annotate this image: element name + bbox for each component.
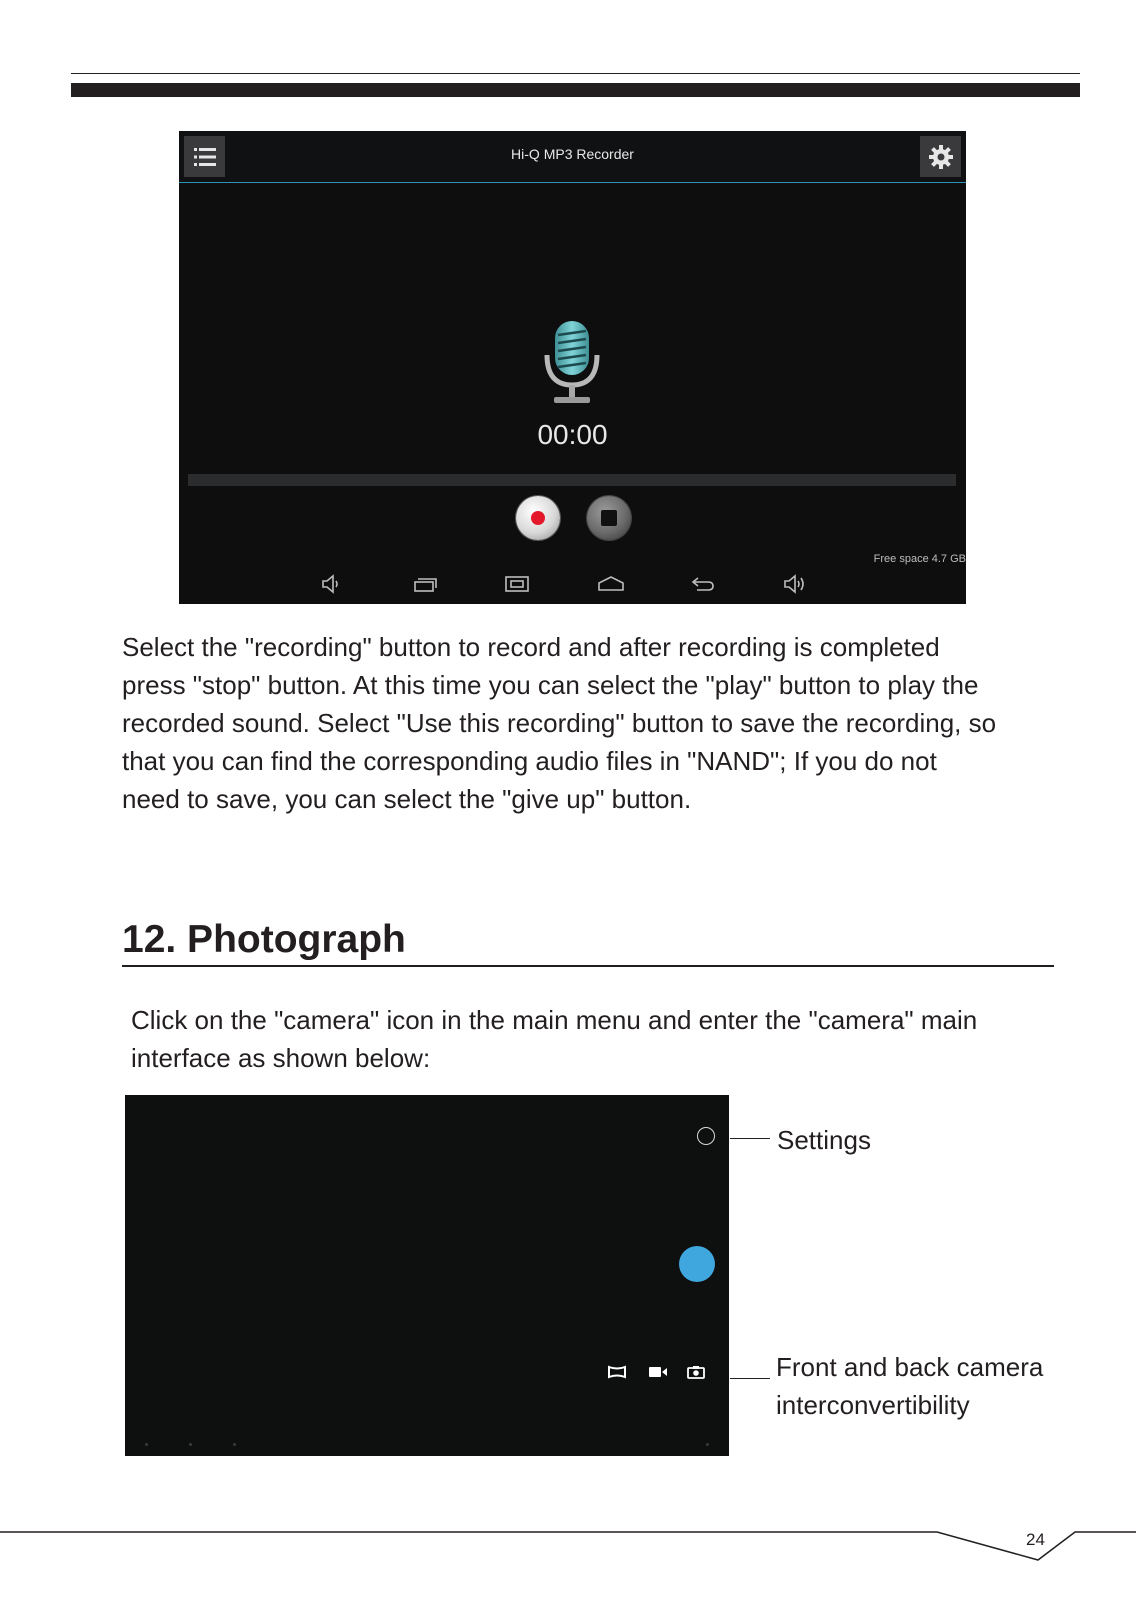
recorder-action-bar [179,131,966,183]
record-button[interactable] [516,496,560,540]
indicator-dot [706,1443,709,1446]
recorder-title: Hi-Q MP3 Recorder [511,146,634,162]
panorama-icon[interactable] [608,1365,626,1379]
system-nav-bar [179,565,966,604]
paragraph-line: need to save, you can select the "give up" button. [122,784,692,814]
shutter-button[interactable] [679,1246,715,1282]
indicator-dot [189,1443,192,1446]
gear-icon[interactable] [920,136,961,177]
camera-instructions [131,1001,1071,1077]
paragraph-line: press "stop" button. At this time you can select the "play" button to play the [122,670,979,700]
camera-switch-callout-line1: Front and back camera [776,1352,1044,1382]
recorder-screenshot [179,131,966,604]
back-icon[interactable] [690,574,716,594]
camera-screenshot [125,1095,729,1456]
camera-switch-callout-line2: interconvertibility [776,1390,970,1420]
screenshot-icon[interactable] [504,574,530,594]
camera-switch-callout-line [730,1378,770,1379]
stop-button[interactable] [587,496,631,540]
paragraph-line: Select the "recording" button to record and after recording is completed [122,632,940,662]
indicator-dot [145,1443,148,1446]
settings-callout-line [730,1138,770,1139]
settings-callout: Settings [777,1125,871,1155]
microphone-icon [542,319,602,407]
section-heading-rule [122,965,1054,967]
recording-timer: 00:00 [537,419,608,450]
header-thick-rule [71,83,1080,97]
section-heading: 12. Photograph [122,918,406,961]
indicator-dot [233,1443,236,1446]
paragraph-line: that you can find the corresponding audio files in "NAND"; If you do not [122,746,937,776]
free-space-label: Free space 4.7 GB [873,553,966,565]
paragraph-line: Click on the "camera" icon in the main menu and enter the "camera" main [131,1005,978,1035]
volume-up-icon[interactable] [783,574,807,594]
recent-apps-icon[interactable] [413,574,439,594]
page-number: 24 [1026,1530,1045,1549]
camera-icon[interactable] [687,1365,705,1379]
home-icon[interactable] [597,574,625,594]
video-camera-icon[interactable] [648,1365,668,1379]
recording-progress-bar [188,474,956,486]
volume-down-icon[interactable] [321,574,343,594]
footer-rule [0,1520,1136,1570]
recording-instructions [122,628,1062,818]
header-thin-rule [71,73,1080,74]
camera-settings-icon[interactable] [697,1127,715,1145]
paragraph-line: recorded sound. Select "Use this recording" button to save the recording, so [122,708,997,738]
paragraph-line: interface as shown below: [131,1043,431,1073]
